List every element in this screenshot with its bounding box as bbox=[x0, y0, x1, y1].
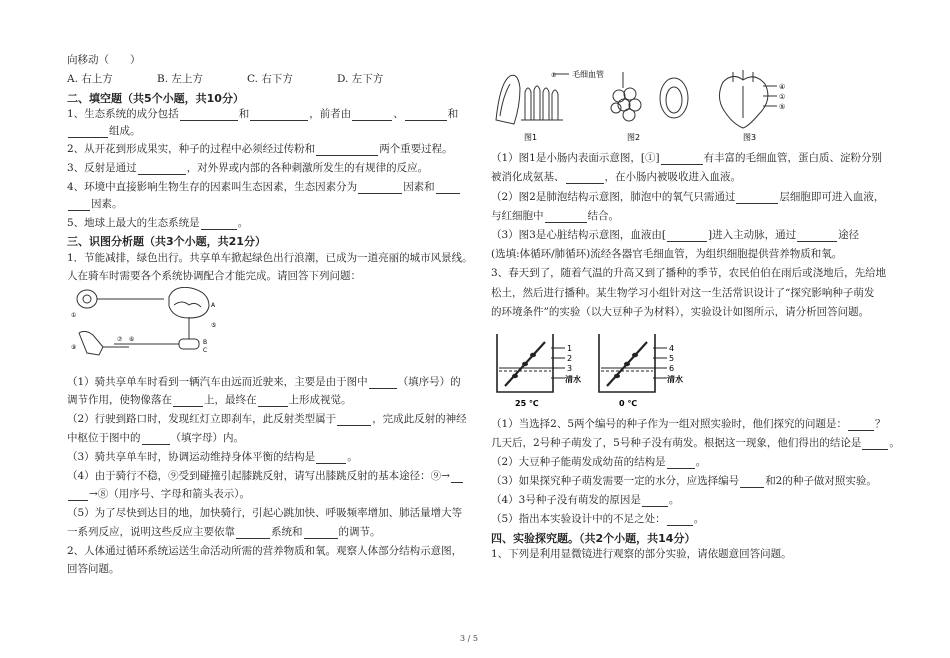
text: ，在小肠内被吸收进入血液。 bbox=[604, 171, 741, 183]
fill-q1-cont bbox=[67, 125, 141, 138]
text: ]进入主动脉，通过 bbox=[707, 229, 797, 241]
text: （1）骑共享单车时看到一辆汽车由远而近驶来，主要是由于图中 bbox=[67, 376, 368, 388]
text: 上形成视觉。 bbox=[288, 394, 352, 406]
heart-shape bbox=[719, 76, 767, 128]
beaker-label: 3 bbox=[567, 364, 573, 373]
q3-intro-line2: 人在骑车时需要各个系统协调配合才能完成。请回答下列问题： bbox=[67, 270, 361, 282]
q3-4-line1 bbox=[67, 470, 464, 483]
spinal-cord-shape bbox=[179, 339, 199, 349]
blank bbox=[337, 415, 371, 426]
text: 。 bbox=[668, 494, 680, 506]
text: 组成。 bbox=[109, 125, 141, 137]
brain-shape bbox=[169, 287, 209, 318]
q3-4-line2 bbox=[67, 488, 250, 501]
blank bbox=[358, 183, 402, 194]
svg-text:B: B bbox=[203, 339, 208, 346]
r-q3-line1 bbox=[491, 229, 859, 242]
fig-caption-1: 图1 bbox=[524, 133, 538, 142]
q3-5-line1: （5）为了尽快到达目的地，加快骑行，引起心跳加快、呼吸频率增加、肺活量增大等 bbox=[67, 507, 463, 519]
text: 途径 bbox=[838, 229, 860, 241]
text: 3、反射是通过 bbox=[67, 162, 137, 174]
e-q1-line1 bbox=[491, 418, 886, 431]
fig-caption-3: 图3 bbox=[743, 133, 757, 142]
single-alveolus-shape bbox=[660, 78, 688, 118]
text: （2）大豆种子能萌发成幼苗的结构是 bbox=[491, 456, 666, 468]
text: 调节作用，使物像落在 bbox=[67, 394, 172, 406]
beaker-label: 2 bbox=[567, 354, 573, 363]
blank bbox=[862, 439, 888, 450]
page-number: 3 / 5 bbox=[460, 634, 478, 643]
blank bbox=[405, 110, 447, 121]
water-label: 清水 bbox=[565, 375, 581, 384]
fill-q5 bbox=[67, 217, 248, 230]
blank bbox=[316, 145, 378, 156]
nervous-system-diagram bbox=[69, 287, 229, 362]
svg-text:C: C bbox=[203, 347, 208, 354]
text: 中枢位于图中的 bbox=[67, 432, 141, 444]
text: 几天后，2号种子萌发了，5号种子没有萌发。根据这一现象，他们得出的结论是 bbox=[491, 437, 862, 449]
blank bbox=[258, 396, 288, 407]
text: 和 bbox=[238, 108, 250, 120]
q3-3 bbox=[67, 451, 358, 464]
blank bbox=[180, 110, 238, 121]
e-q4 bbox=[491, 494, 679, 507]
blank bbox=[736, 193, 778, 204]
e-q3 bbox=[491, 475, 877, 488]
text: （1）图1是小肠内表面示意图，[①] bbox=[491, 152, 660, 164]
text: （3）骑共享单车时，协调运动维持身体平衡的结构是 bbox=[67, 451, 316, 463]
q3-q2-line2: 回答问题。 bbox=[67, 563, 120, 575]
text: 。 bbox=[889, 437, 900, 449]
blank bbox=[436, 183, 460, 194]
q3-2-line2 bbox=[67, 432, 244, 445]
svg-text:A: A bbox=[211, 302, 216, 309]
text: 系统和 bbox=[271, 526, 303, 538]
text: 层细胞即可进入血液， bbox=[779, 191, 885, 203]
text: 因素和 bbox=[403, 181, 435, 193]
fill-q3 bbox=[67, 162, 428, 175]
q3-5-line2 bbox=[67, 526, 381, 539]
e-q1-line2 bbox=[491, 437, 900, 450]
text: （1）当选择2、5两个编号的种子作为一组对照实验时，他们探究的问题是： bbox=[491, 418, 848, 430]
text: ？ bbox=[875, 418, 886, 430]
option-a: A. 右上方 bbox=[67, 73, 113, 85]
heart-label: ① bbox=[779, 93, 786, 101]
text: 的调节。 bbox=[338, 526, 381, 538]
blank bbox=[250, 110, 308, 121]
blank bbox=[451, 472, 463, 483]
blank bbox=[68, 127, 108, 138]
fill-q4 bbox=[67, 181, 461, 194]
text: 。 bbox=[695, 456, 707, 468]
temperature-label: 0 ℃ bbox=[619, 399, 638, 408]
intestine-shape bbox=[496, 75, 520, 124]
beaker-label: 6 bbox=[669, 364, 675, 373]
option-c: C. 右下方 bbox=[247, 73, 293, 85]
text: （2）行驶到路口时，发现红灯立即刹车，此反射类型属于 bbox=[67, 413, 337, 425]
seed-germination-beakers bbox=[491, 326, 741, 410]
blank bbox=[201, 219, 237, 230]
r-q2-line1 bbox=[491, 191, 884, 204]
r-q3b-line1: 3、春天到了，随着气温的升高又到了播种的季节，农民伯伯在雨后或浇地后，先给地 bbox=[491, 267, 887, 279]
section-2-title: 二、填空题（共5个小题，共10分） bbox=[67, 92, 244, 105]
text: 上，最终在 bbox=[204, 394, 257, 406]
r-q3b-line3: 的环境条件”的实验（以大豆种子为材料），实验设计如图所示，请分析回答问题。 bbox=[491, 306, 870, 318]
temperature-label: 25 ℃ bbox=[515, 399, 539, 408]
text: 结合。 bbox=[587, 210, 619, 222]
r-q2-line2 bbox=[491, 210, 619, 223]
text: ，对外界或内部的各种刺激所发生的有规律的反应。 bbox=[186, 162, 429, 174]
blank bbox=[797, 231, 837, 242]
text: 。 bbox=[347, 451, 358, 463]
villi-shape bbox=[525, 86, 558, 120]
text: 有丰富的毛细血管，蛋白质、淀粉分别 bbox=[703, 152, 883, 164]
blank bbox=[545, 212, 587, 223]
blank bbox=[566, 173, 604, 184]
heart-label: ④ bbox=[779, 83, 786, 91]
q3-2-line1 bbox=[67, 413, 467, 426]
text: （3）图3是心脏结构示意图，血液由[ bbox=[491, 229, 666, 241]
svg-text:①: ① bbox=[71, 312, 77, 319]
q3-q2-line1: 2、人体通过循环系统运送生命活动所需的营养物质和氧。观察人体部分结构示意图， bbox=[67, 545, 463, 557]
fill-q1 bbox=[67, 108, 458, 121]
text: 和2的种子做对照实验。 bbox=[765, 475, 877, 487]
blank bbox=[848, 420, 874, 431]
blank bbox=[304, 528, 338, 539]
q3-intro-line1: 1．节能减排，绿色出行。共享单车掀起绿色出行浪潮，已成为一道亮丽的城市风景线。 bbox=[67, 252, 473, 264]
beaker-label: 5 bbox=[669, 354, 675, 363]
section-4-title: 四、实验探究题。（共2个小题，共14分） bbox=[491, 532, 696, 545]
text: 。 bbox=[237, 217, 249, 229]
blank bbox=[236, 528, 270, 539]
s4-q1: 1、下列是利用显微镜进行观察的部分实验，请依题意回答问题。 bbox=[491, 548, 792, 560]
blank bbox=[138, 164, 186, 175]
options-row bbox=[67, 73, 383, 86]
blank bbox=[352, 110, 392, 121]
svg-text:⑤: ⑤ bbox=[211, 322, 217, 329]
beaker-label: 1 bbox=[567, 344, 573, 353]
text: 被消化成氨基、 bbox=[491, 171, 565, 183]
q3-1-line2 bbox=[67, 394, 352, 407]
alveoli-shape bbox=[611, 88, 641, 121]
fig-caption-2: 图2 bbox=[627, 133, 641, 142]
leg-shape bbox=[79, 331, 103, 355]
text: （填字母）内。 bbox=[170, 432, 244, 444]
text: （5）指出本实验设计中的不足之处： bbox=[491, 513, 666, 525]
r-q3b-line2: 松土，然后进行播种。某生物学习小组针对这一生活常识设计了“探究影响种子萌发 bbox=[491, 287, 875, 299]
q3-1-line1 bbox=[67, 376, 461, 389]
question-continuation: 向移动（ ） bbox=[67, 54, 141, 66]
blank bbox=[740, 477, 764, 488]
fill-q4-cont bbox=[67, 198, 123, 211]
text: 4、环境中直接影响生物生存的因素叫生态因素，生态因素分为 bbox=[67, 181, 358, 193]
text: （4）3号种子没有萌发的原因是 bbox=[491, 494, 641, 506]
blank bbox=[667, 515, 693, 526]
beaker-label: 4 bbox=[669, 344, 675, 353]
e-q5 bbox=[491, 513, 704, 526]
text: 。 bbox=[693, 513, 705, 525]
text: （3）如果探究种子萌发需要一定的水分，应选择编号 bbox=[491, 475, 740, 487]
blank bbox=[68, 490, 88, 501]
text: 一系列反应，说明这些反应主要依靠 bbox=[67, 526, 235, 538]
blank bbox=[142, 434, 170, 445]
blank bbox=[369, 378, 397, 389]
blank bbox=[667, 231, 707, 242]
eye-shape bbox=[77, 290, 97, 308]
text: 2、从开花到形成果实，种子的过程中必须经过传粉和 bbox=[67, 143, 316, 155]
text: ，前者由 bbox=[309, 108, 352, 120]
blank bbox=[642, 496, 668, 507]
blank bbox=[316, 453, 346, 464]
text: 与红细胞中 bbox=[491, 210, 544, 222]
water-label: 清水 bbox=[667, 375, 683, 384]
text: 1、生态系统的成分包括 bbox=[67, 108, 179, 120]
digestive-respiratory-heart-figures bbox=[491, 68, 801, 146]
text: 5、地球上最大的生态系统是 bbox=[67, 217, 200, 229]
text: （2）图2是肺泡结构示意图，肺泡中的氧气只需通过 bbox=[491, 191, 736, 203]
section-3-title: 三、识图分析题（共3个小题，共21分） bbox=[67, 235, 266, 248]
svg-text:⑦: ⑦ bbox=[117, 336, 123, 343]
svg-text:⑥: ⑥ bbox=[129, 336, 135, 343]
heart-label: ⑤ bbox=[779, 103, 786, 111]
e-q2 bbox=[491, 456, 706, 469]
text: （填序号）的 bbox=[397, 376, 461, 388]
option-d: D. 左下方 bbox=[337, 73, 384, 85]
blank bbox=[68, 200, 90, 211]
blank bbox=[667, 458, 695, 469]
svg-text:①: ① bbox=[551, 72, 557, 79]
text: 、 bbox=[393, 108, 404, 120]
text: →⑧（用序号、字母和箭头表示）。 bbox=[89, 488, 251, 500]
text: 两个重要过程。 bbox=[379, 143, 453, 155]
r-q1-line1 bbox=[491, 152, 882, 165]
capillary-label: 毛细血管 bbox=[572, 70, 604, 79]
fill-q2 bbox=[67, 143, 453, 156]
svg-text:⑨: ⑨ bbox=[71, 344, 77, 351]
text: 和 bbox=[447, 108, 459, 120]
r-q1-line2 bbox=[491, 171, 741, 184]
blank bbox=[173, 396, 203, 407]
blank bbox=[661, 154, 703, 165]
text: 因素。 bbox=[91, 198, 123, 210]
r-q3-line2: (选填:体循环/肺循环)流经各器官毛细血管，为组织细胞提供营养物质和氧。 bbox=[491, 248, 843, 260]
option-b: B. 左上方 bbox=[157, 73, 203, 85]
text: ，完成此反射的神经 bbox=[372, 413, 467, 425]
text: （4）由于骑行不稳，⑨受到碰撞引起膝跳反射，请写出膝跳反射的基本途径：⑨→ bbox=[67, 470, 450, 482]
